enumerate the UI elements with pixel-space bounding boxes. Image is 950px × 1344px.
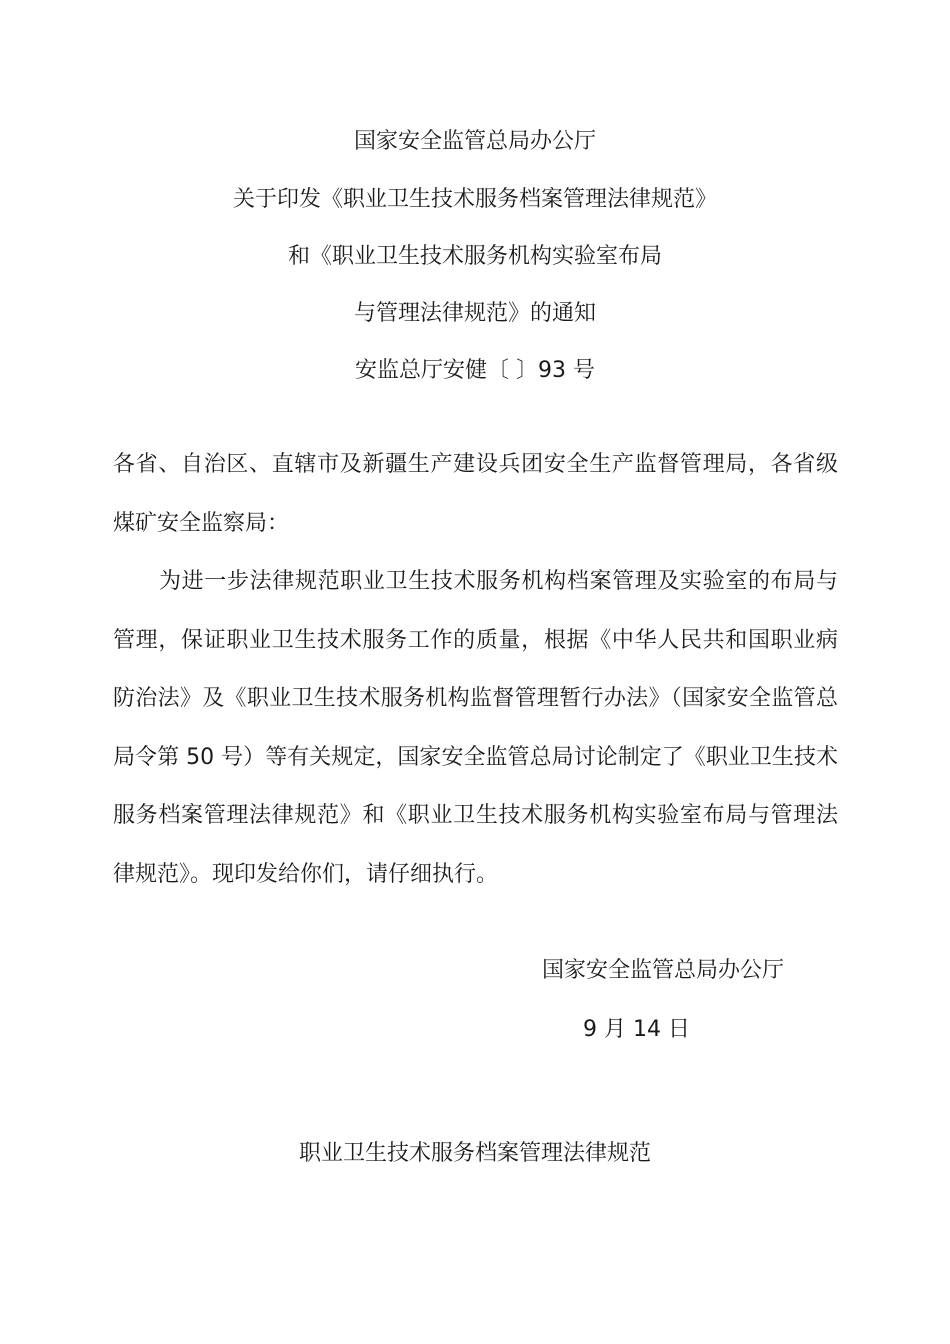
document-number: 安监总厅安健〔 〕93 号 [355,358,595,383]
notice-title-line-3: 与管理法律规范》的通知 [353,301,596,326]
notice-title-line-1: 关于印发《职业卫生技术服务档案管理法律规范》 [232,187,717,212]
section-title: 职业卫生技术服务档案管理法律规范 [298,1141,651,1166]
addressee-paragraph: 各省、自治区、直辖市及新疆生产建设兵团安全生产监督管理局，各省级煤矿安全监察局： [113,452,838,536]
signature-organization: 国家安全监管总局办公厅 [542,958,785,983]
signature-date: 9 月 14 日 [583,1017,690,1042]
main-paragraph: 为进一步法律规范职业卫生技术服务机构档案管理及实验室的布局与管理，保证职业卫生技术服务工作的质量，根据《中华人民共和国职业病防治法》及《职业卫生技术服务机构监督管理暂行办法》（国家安全监管总局令第 50 号）等有关规定，国家安全监管总局讨论制定了《职业卫生技术服务档案管理法律规范》和《职业卫生技术服务机构实验室布局与管理法律规范》。现印发给你们，请仔细执行。 [113,569,838,887]
notice-title-line-2: 和《职业卫生技术服务机构实验室布局 [287,244,662,269]
issuer-heading: 国家安全监管总局办公厅 [353,129,596,154]
